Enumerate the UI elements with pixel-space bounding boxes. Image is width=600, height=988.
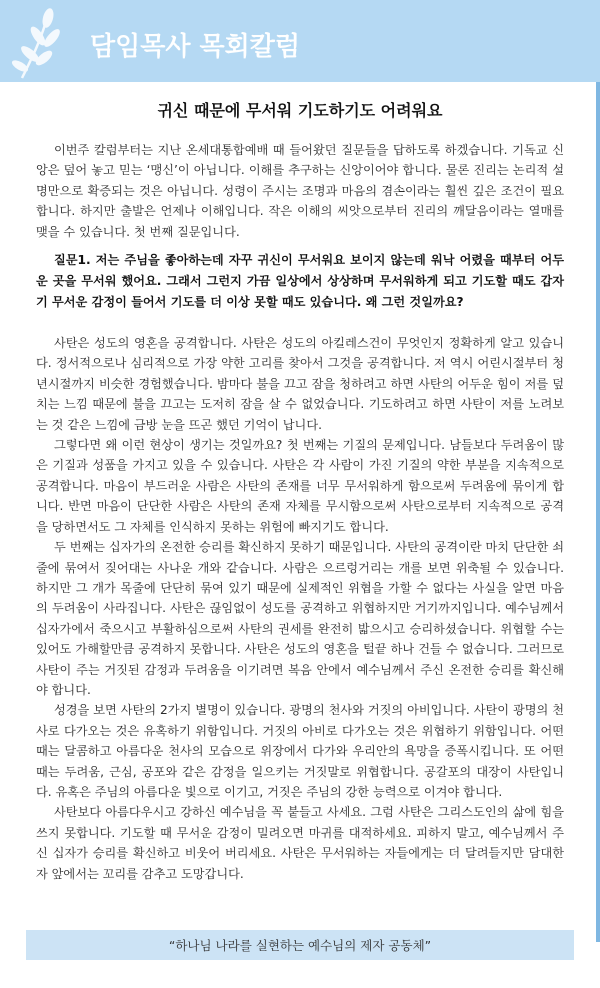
leaf-icon [8, 8, 78, 80]
question-paragraph: 질문1. 저는 주님을 좋아하는데 자꾸 귀신이 무서워요 보이지 않는데 워낙 어렸을 때부터 어두운 곳을 무서워 했어요. 그래서 그런지 가끔 일상에서 상상하며 무서워하게 되고 기도할 때도 갑자기 무서운 감정이 들어서 기도를 더 이상 못할 때도 있습니다. 왜 그런 것일까요? [36, 253, 564, 310]
column-title: 담임목사 목회칼럼 [90, 32, 300, 62]
article-body [36, 140, 564, 884]
side-accent-bar [596, 82, 600, 942]
body-paragraph: 사탄보다 아름다우시고 강하신 예수님을 꼭 붙들고 사세요. 그럼 사탄은 그리스도인의 삶에 힘을 쓰지 못합니다. 기도할 때 무서운 감정이 밀려오면 마귀를 대적하세요. 피하지 말고, 예수님께서 주신 십자가 승리를 확신하고 비웃어 버리세요. 사탄은 무서워하는 자들에게는 더 달려들지만 담대한 자 앞에서는 꼬리를 감추고 도망갑니다. [36, 805, 564, 881]
intro-paragraph: 이번주 칼럼부터는 지난 온세대통합예배 때 들어왔던 질문들을 답하도록 하겠습니다. 기독교 신앙은 덮어 놓고 믿는 ‘맹신’이 아닙니다. 이해를 추구하는 신앙이어야 합니다. 물론 진리는 논리적 설명만으로 확증되는 것은 아닙니다. 성령이 주시는 조명과 마음의 겸손이라는 훨씬 깊은 조건이 필요합니다. 하지만 출발은 언제나 이해입니다. 작은 이해의 씨앗으로부터 진리의 깨달음이라는 열매를 맺을 수 있습니다. 첫 번째 질문입니다. [36, 143, 564, 239]
article-title: 귀신 때문에 무서워 기도하기도 어려워요 [157, 101, 443, 120]
column-header [0, 0, 600, 82]
body-paragraph: 그렇다면 왜 이런 현상이 생기는 것일까요? 첫 번째는 기질의 문제입니다. 남들보다 두려움이 많은 기질과 성품을 가지고 있을 수 있습니다. 사탄은 각 사람이 가진 기질의 약한 부분을 지속적으로 공격합니다. 마음이 부드러운 사람은 사탄의 존재를 너무 무서워하게 함으로써 두려움에 묶이게 합니다. 반면 마음이 단단한 사람은 사탄의 존재 자체를 무시함으로써 사탄으로부터 지속적으로 공격을 당하면서도 그 자체를 인식하지 못하는 위험에 빠지기도 합니다. [36, 438, 564, 534]
footer-banner [26, 930, 574, 960]
body-paragraph: 사탄은 성도의 영혼을 공격합니다. 사탄은 성도의 아킬레스건이 무엇인지 정확하게 알고 있습니다. 정서적으로나 심리적으로 가장 약한 고리를 찾아서 그것을 공격합니다. 저 역시 어린시절부터 청년시절까지 비슷한 경험했습니다. 밤마다 불을 끄고 잠을 청하려고 하면 사탄의 어두운 힘이 저를 덮치는 느낌 때문에 불을 끄고는 도저히 잠을 살 수 없었습니다. 기도하려고 하면 사탄이 저를 노려보는 것 같은 느낌에 금방 눈을 뜨곤 했던 기억이 납니다. [36, 336, 564, 432]
body-paragraph: 두 번째는 십자가의 온전한 승리를 확신하지 못하기 때문입니다. 사탄의 공격이란 마치 단단한 쇠줄에 묶여서 짖어대는 사나운 개와 같습니다. 사람은 으르렁거리는 개를 보면 위축될 수 있습니다. 하지만 그 개가 목줄에 단단히 묶여 있기 때문에 실제적인 위협을 가할 수 없다는 사실을 알면 마음의 두려움이 사라집니다. 사탄은 끊임없이 성도를 공격하고 위협하지만 거기까지입니다. 예수님께서 십자가에서 죽으시고 부활하심으로써 사탄의 권세를 완전히 밟으시고 승리하셨습니다. 위협할 수는 있어도 가해할만큼 공격하지 못합니다. 사탄은 성도의 영혼을 털끝 하나 건들 수 없습니다. 그러므로 사탄이 주는 거짓된 감정과 두려움을 이기려면 복음 안에서 예수님께서 주신 온전한 승리를 확신해야 합니다. [36, 540, 564, 697]
body-paragraph: 성경을 보면 사탄의 2가지 별명이 있습니다. 광명의 천사와 거짓의 아비입니다. 사탄이 광명의 천사로 다가오는 것은 유혹하기 위함입니다. 거짓의 아비로 다가오는 것은 위협하기 위함입니다. 어떤 때는 달콤하고 아름다운 천사의 모습으로 위장에서 다가와 우리안의 욕망을 증폭시킵니다. 또 어떤 때는 두려움, 근심, 공포와 같은 감정을 일으키는 거짓말로 위협합니다. 공갈포의 대장이 사탄입니다. 유혹은 주님의 아름다운 빛으로 이기고, 거짓은 주님의 강한 능력으로 이겨야 합니다. [36, 703, 564, 799]
church-motto: “하나님 나라를 실현하는 예수님의 제자 공동체” [168, 938, 432, 953]
